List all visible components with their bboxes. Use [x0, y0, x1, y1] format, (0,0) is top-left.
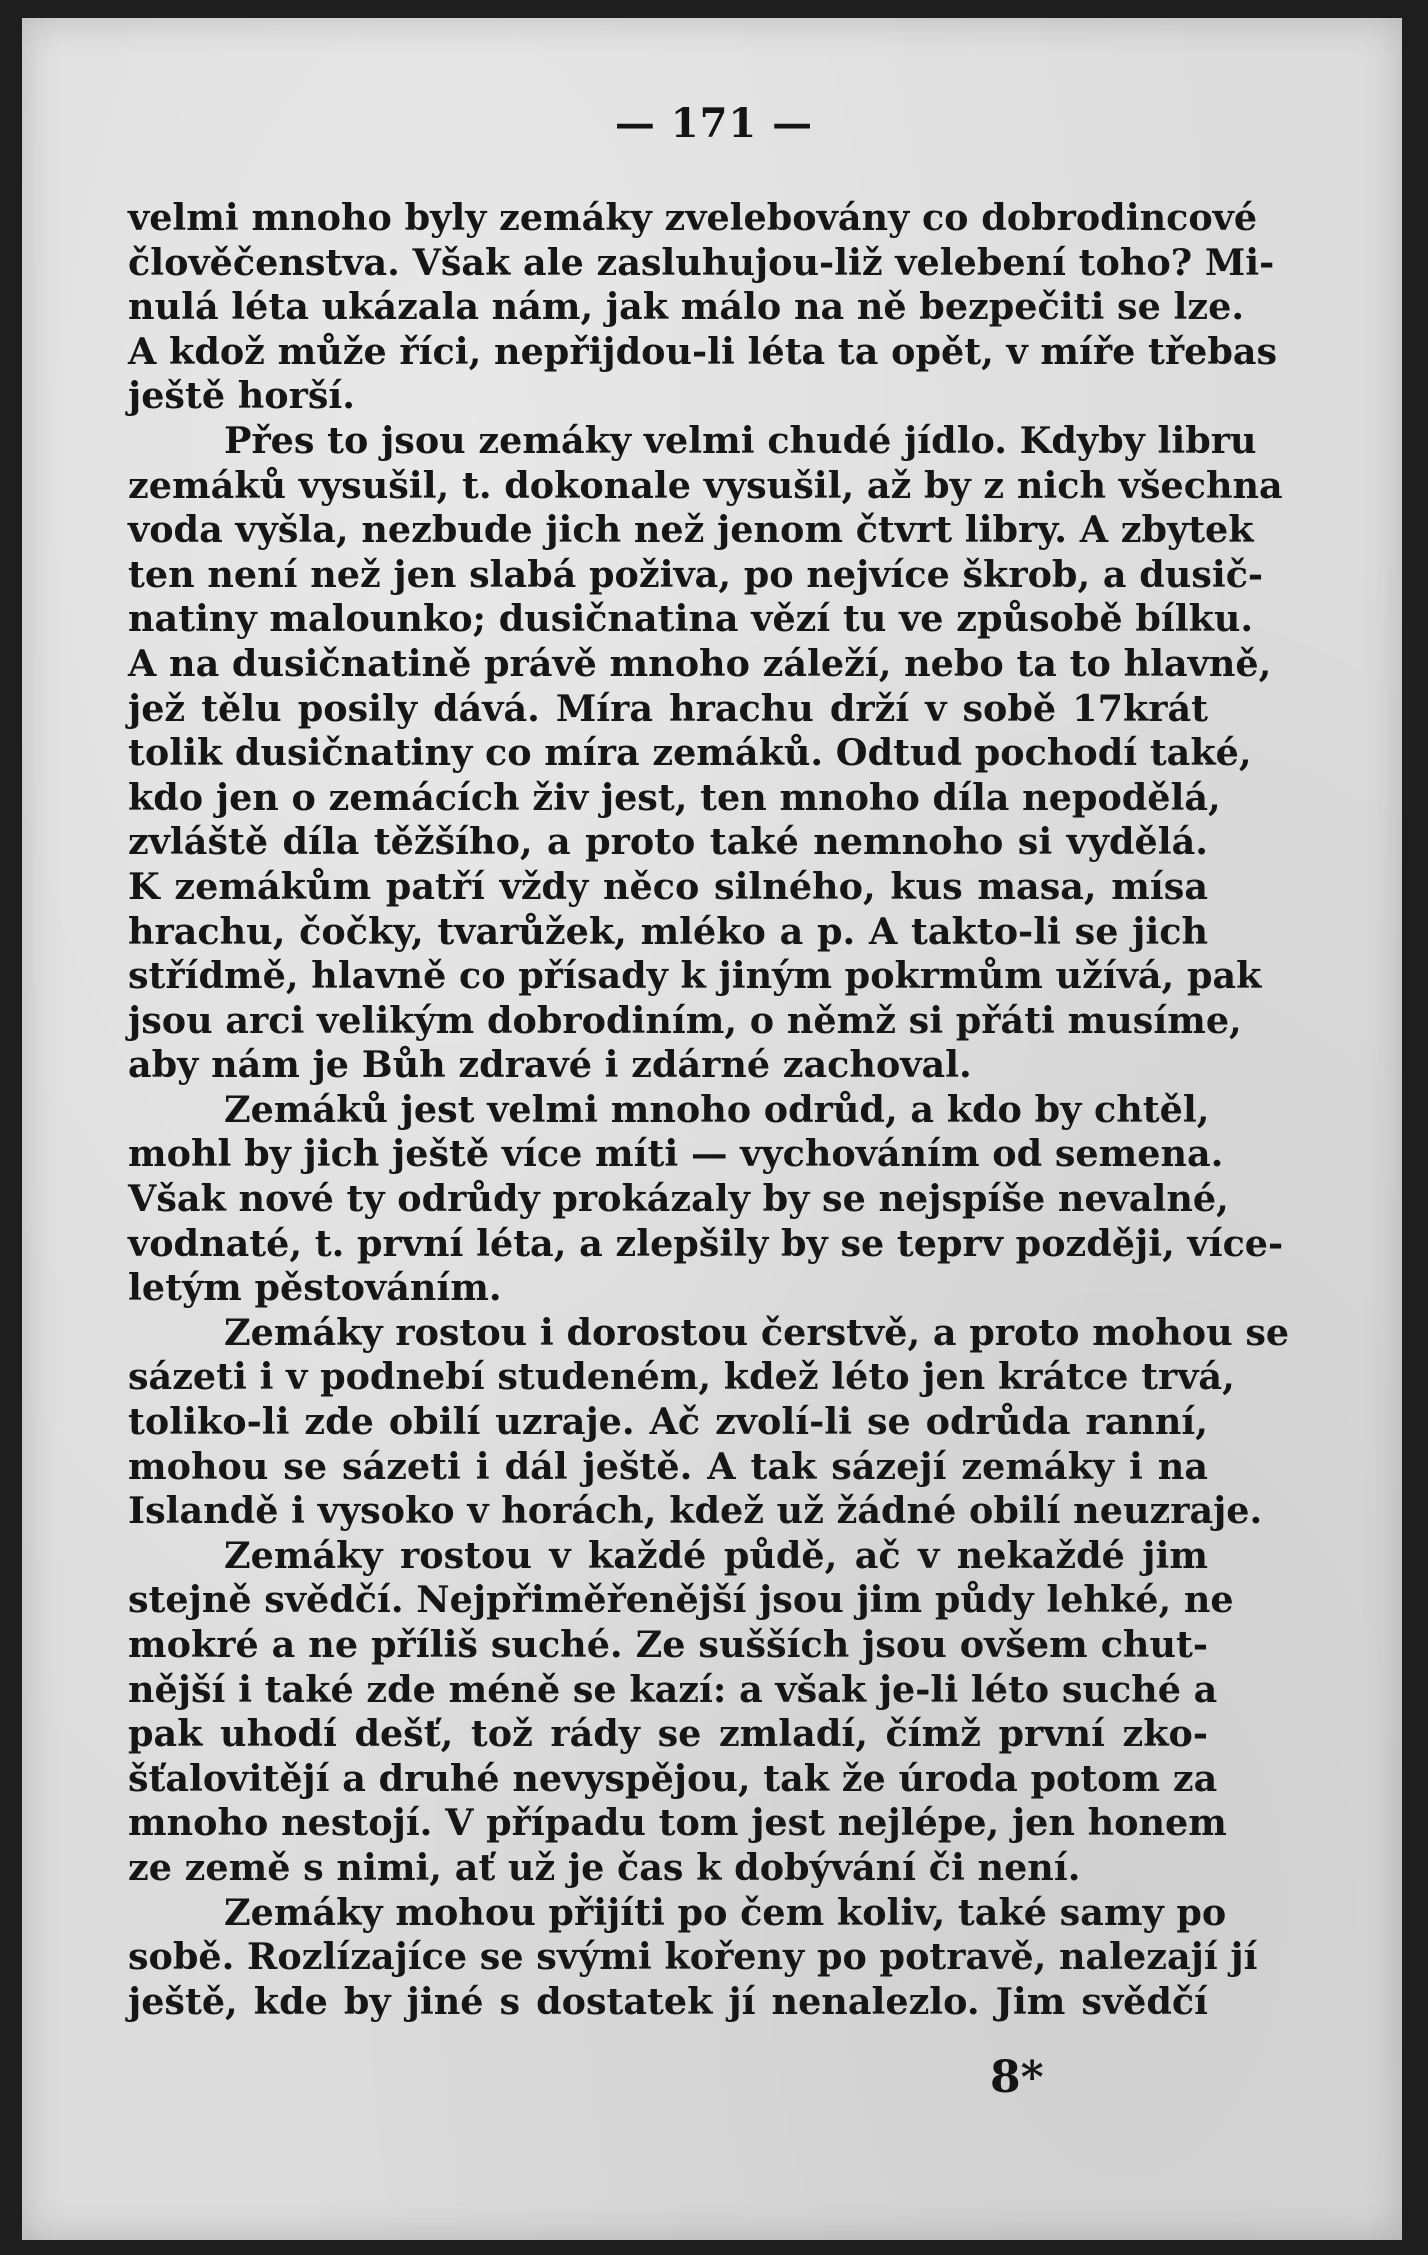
text-line: Islandě i vysoko v horách, kdež už žádné obilí neuzraje. — [128, 1489, 1263, 1533]
text-line: zemáků vysušil, t. dokonale vysušil, až by z nich všechna — [128, 463, 1283, 507]
text-line: člověčenstva. Však ale zasluhujou-liž velebení toho? Mi- — [128, 240, 1275, 284]
text-line: nější i také zde méně se kazí: a však je-li léto suché a — [128, 1667, 1218, 1711]
text-line: kdo jen o zemácích živ jest, ten mnoho díla nepodělá, — [128, 775, 1221, 819]
text-line: jsou arci velikým dobrodiním, o němž si přáti musíme, — [128, 998, 1242, 1042]
text-line: K zemákům patří vždy něco silného, kus masa, mísa — [128, 864, 1208, 908]
text-line: tolik dusičnatiny co míra zemáků. Odtud pochodí také, — [128, 731, 1252, 775]
text-line: aby nám je Bůh zdravé i zdárné zachoval. — [128, 1043, 972, 1087]
text-line: mokré a ne příliš suché. Ze sušších jsou ovšem chut- — [128, 1623, 1208, 1666]
paragraph-start-line: Zemáky mohou přijíti po čem koliv, také samy po — [224, 1890, 1227, 1934]
text-line: letým pěstováním. — [128, 1266, 502, 1310]
text-line: ten není než jen slabá poživa, po nejvíce škrob, a dusič- — [128, 552, 1264, 596]
text-line: pak uhodí dešť, tož rády se zmladí, čímž první zko- — [128, 1712, 1208, 1756]
text-line: mohl by jich ještě více míti — vychováním od semena. — [128, 1132, 1224, 1176]
signature-mark: 8* — [990, 2052, 1044, 2103]
page-number-header: — 171 — — [614, 100, 814, 147]
paragraph-start-line: Přes to jsou zemáky velmi chudé jídlo. Kdyby libru — [224, 418, 1257, 462]
text-line: velmi mnoho byly zemáky zvelebovány co dobrodincové — [128, 196, 1258, 239]
text-line: ještě, kde by jiné s dostatek jí nenalezlo. Jim svědčí — [128, 1979, 1208, 2023]
text-line: toliko-li zde obilí uzraje. Ač zvolí-li se odrůda ranní, — [128, 1400, 1208, 1444]
text-line: sobě. Rozlízajíce se svými kořeny po potravě, nalezají jí — [128, 1935, 1258, 1979]
text-line: Však nové ty odrůdy prokázaly by se nejspíše nevalné, — [128, 1177, 1229, 1221]
text-line: nulá léta ukázala nám, jak málo na ně bezpečiti se lze. — [128, 285, 1245, 329]
text-line: zvláště díla těžšího, a proto také nemnoho si vydělá. — [128, 820, 1208, 864]
paragraph-start-line: Zemáků jest velmi mnoho odrůd, a kdo by chtěl, — [224, 1087, 1210, 1131]
text-line: natiny malounko; dusičnatina vězí tu ve způsobě bílku. — [128, 597, 1254, 641]
text-line: stejně svědčí. Nejpřiměřenější jsou jim půdy lehké, ne — [128, 1578, 1234, 1622]
text-line: střídmě, hlavně co přísady k jiným pokrmům užívá, pak — [128, 954, 1262, 998]
text-line: šťalovitějí a druhé nevyspějou, tak že úroda potom za — [128, 1756, 1218, 1800]
text-line: A kdož může říci, nepřijdou-li léta ta opět, v míře třebas — [128, 329, 1278, 373]
text-line: A na dusičnatině právě mnoho záleží, nebo ta to hlavně, — [128, 641, 1272, 685]
paragraph-start-line: Zemáky rostou v každé půdě, ač v nekaždé jim — [224, 1533, 1208, 1577]
text-line: ze země s nimi, ať už je čas k dobývání či není. — [128, 1845, 1081, 1889]
text-line: voda vyšla, nezbude jich než jenom čtvrt libry. A zbytek — [128, 508, 1254, 552]
body-text — [128, 196, 1290, 2024]
paragraph-start-line: Zemáky rostou i dorostou čerstvě, a proto mohou se — [224, 1310, 1290, 1354]
text-line: mnoho nestojí. V případu tom jest nejlépe, jen honem — [128, 1801, 1227, 1845]
text-line: hrachu, čočky, tvarůžek, mléko a p. A takto-li se jich — [128, 909, 1208, 953]
text-line: sázeti i v podnebí studeném, kdež léto jen krátce trvá, — [128, 1355, 1235, 1399]
text-line: jež tělu posily dává. Míra hrachu drží v sobě 17krát — [128, 686, 1208, 730]
text-line: vodnaté, t. první léta, a zlepšily by se teprv později, více- — [128, 1221, 1284, 1265]
text-line: ještě horší. — [128, 374, 356, 418]
text-line: mohou se sázeti i dál ještě. A tak sázejí zemáky i na — [128, 1444, 1208, 1488]
